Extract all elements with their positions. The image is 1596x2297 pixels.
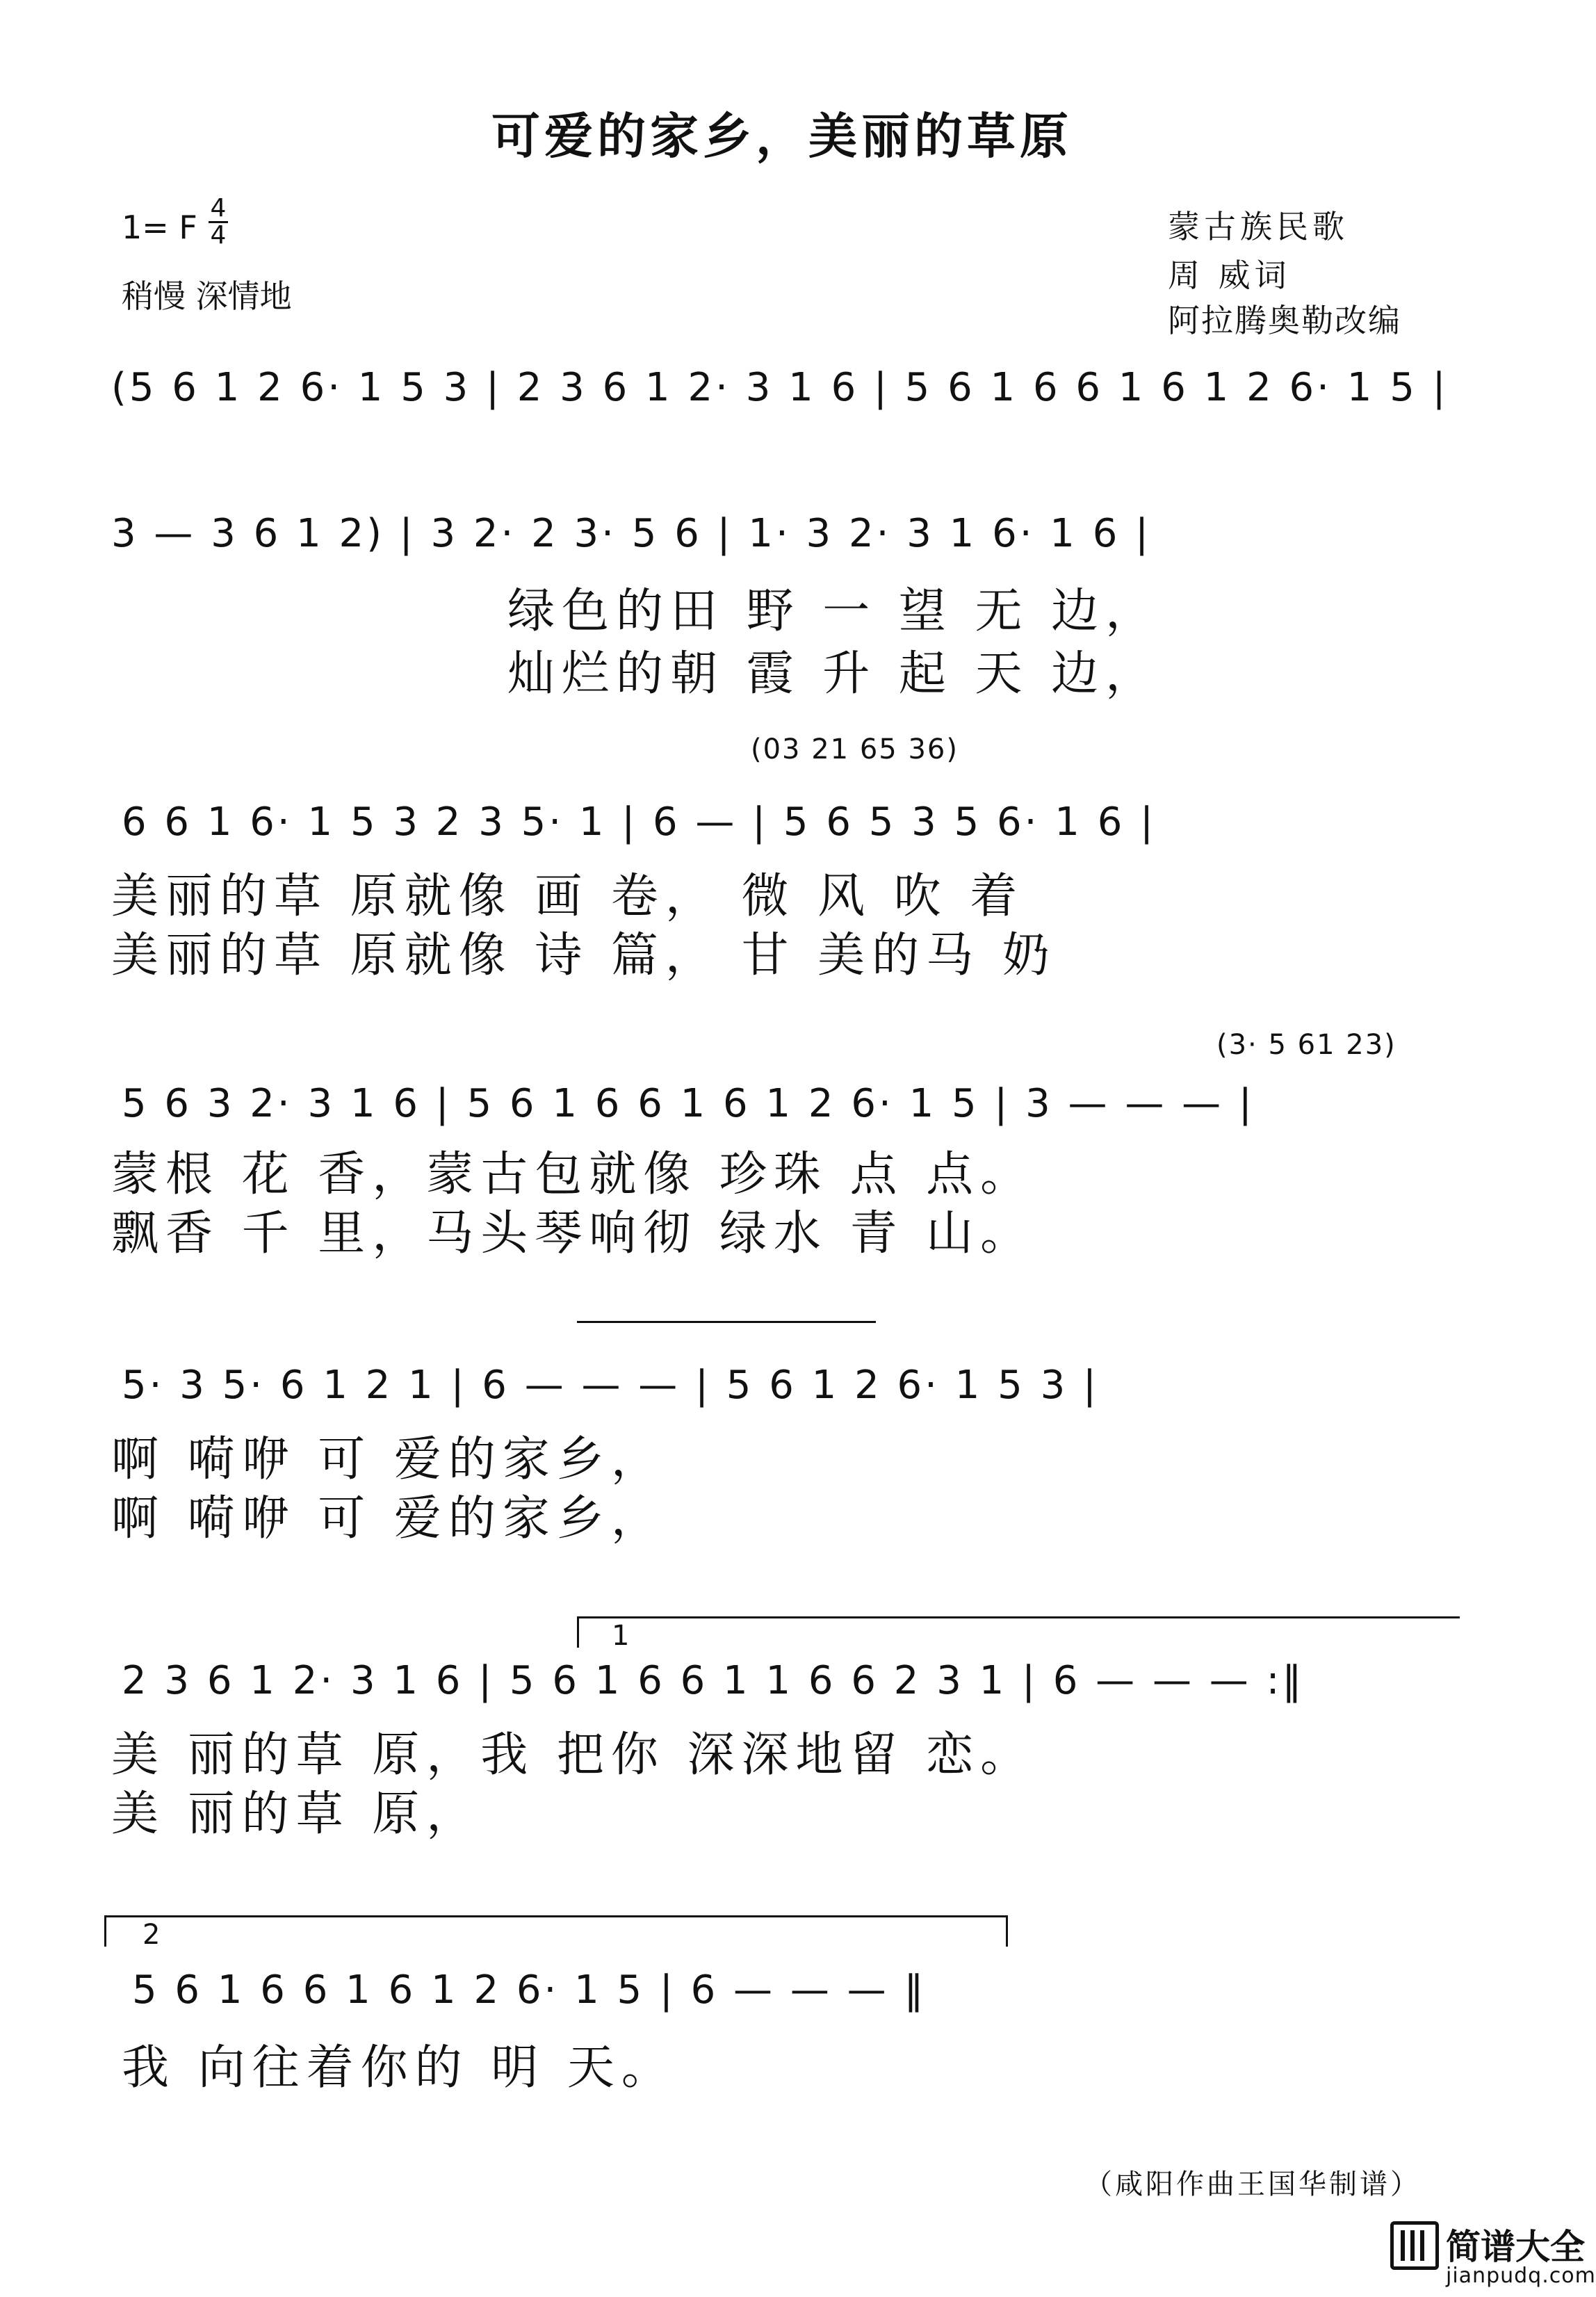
annotation-row-3: (03 21 65 36) — [751, 733, 959, 765]
lyric-row-5-verse-2: 啊 嗬咿 可 爱的家乡， — [111, 1491, 665, 1546]
tempo-marking: 稍慢 深情地 — [122, 277, 292, 315]
transcriber-credit: （咸阳作曲王国华制谱） — [1084, 2168, 1421, 2200]
lyric-row-6-verse-2: 美 丽的草 原， — [111, 1787, 481, 1842]
lyric-row-3-verse-1: 美丽的草 原就像 画 卷， 微 风 吹 着 — [111, 869, 1025, 924]
notation-row-5: 5· 3 5· 6 1 2 1 | 6 — — — | 5 6 1 2 6· 1 5 3 | — [122, 1363, 1099, 1408]
volta-2-bracket — [104, 1915, 1008, 1917]
lyric-row-4-verse-2: 飘香 千 里，马头琴响彻 绿水 青 山。 — [111, 1206, 1035, 1261]
notation-row-4: 5 6 3 2· 3 1 6 | 5 6 1 6 6 1 6 1 2 6· 1 5 | 3 — — — | — [122, 1081, 1255, 1126]
arranger-credit: 阿拉腾奥勒改编 — [1168, 302, 1401, 339]
lyric-row-6-verse-1: 美 丽的草 原，我 把你 深深地留 恋。 — [111, 1728, 1035, 1783]
notation-row-2: 3 — 3 6 1 2) | 3 2· 2 3· 5 6 | 1· 3 2· 3 1 6· 1 6 | — [111, 511, 1152, 556]
volta-2-bracket-start — [104, 1915, 106, 1947]
page-title: 可爱的家乡，美丽的草原 — [491, 107, 1073, 165]
notation-row-6: 2 3 6 1 2· 3 1 6 | 5 6 1 6 6 1 1 6 6 2 3 1 | 6 — — — :‖ — [122, 1658, 1305, 1703]
time-signature-top: 4 — [210, 194, 227, 222]
site-logo-text: 简谱大全 — [1446, 2227, 1585, 2267]
lyric-row-5-verse-1: 啊 嗬咿 可 爱的家乡， — [111, 1432, 665, 1487]
volta-1-bracket — [577, 1616, 1460, 1618]
lyricist-credit: 周 威词 — [1168, 257, 1291, 294]
notation-row-1: (5 6 1 2 6· 1 5 3 | 2 3 6 1 2· 3 1 6 | 5 6 1 6 6 1 6 1 2 6· 1 5 | — [111, 365, 1449, 410]
origin-credit: 蒙古族民歌 — [1168, 208, 1349, 245]
volta-1-bracket-start — [577, 1616, 579, 1648]
lyric-row-4-verse-1: 蒙根 花 香，蒙古包就像 珍珠 点 点。 — [111, 1147, 1035, 1202]
annotation-row-4: (3· 5 61 23) — [1216, 1029, 1396, 1061]
lyric-row-2-verse-1: 绿色的田 野 一 望 无 边， — [507, 584, 1160, 639]
time-signature-bottom: 4 — [210, 221, 227, 250]
lyric-row-2-verse-2: 灿烂的朝 霞 升 起 天 边， — [507, 647, 1160, 701]
site-logo-url: jianpudq.com — [1446, 2264, 1596, 2288]
lyric-row-3-verse-2: 美丽的草 原就像 诗 篇， 甘 美的马 奶 — [111, 928, 1057, 983]
volta-2-number: 2 — [142, 1919, 162, 1951]
piano-logo-icon — [1390, 2221, 1439, 2270]
notation-row-7: 5 6 1 6 6 1 6 1 2 6· 1 5 | 6 — — — ‖ — [132, 1967, 927, 2013]
tie-line-row-5 — [577, 1321, 876, 1323]
lyric-row-7-verse-1: 我 向往着你的 明 天。 — [122, 2040, 676, 2095]
volta-1-number: 1 — [612, 1620, 631, 1652]
time-signature — [209, 196, 228, 248]
notation-row-3: 6 6 1 6· 1 5 3 2 3 5· 1 | 6 — | 5 6 5 3 5 6· 1 6 | — [122, 800, 1156, 845]
key-signature: 1= F — [122, 209, 197, 246]
volta-2-bracket-end — [1006, 1915, 1008, 1947]
